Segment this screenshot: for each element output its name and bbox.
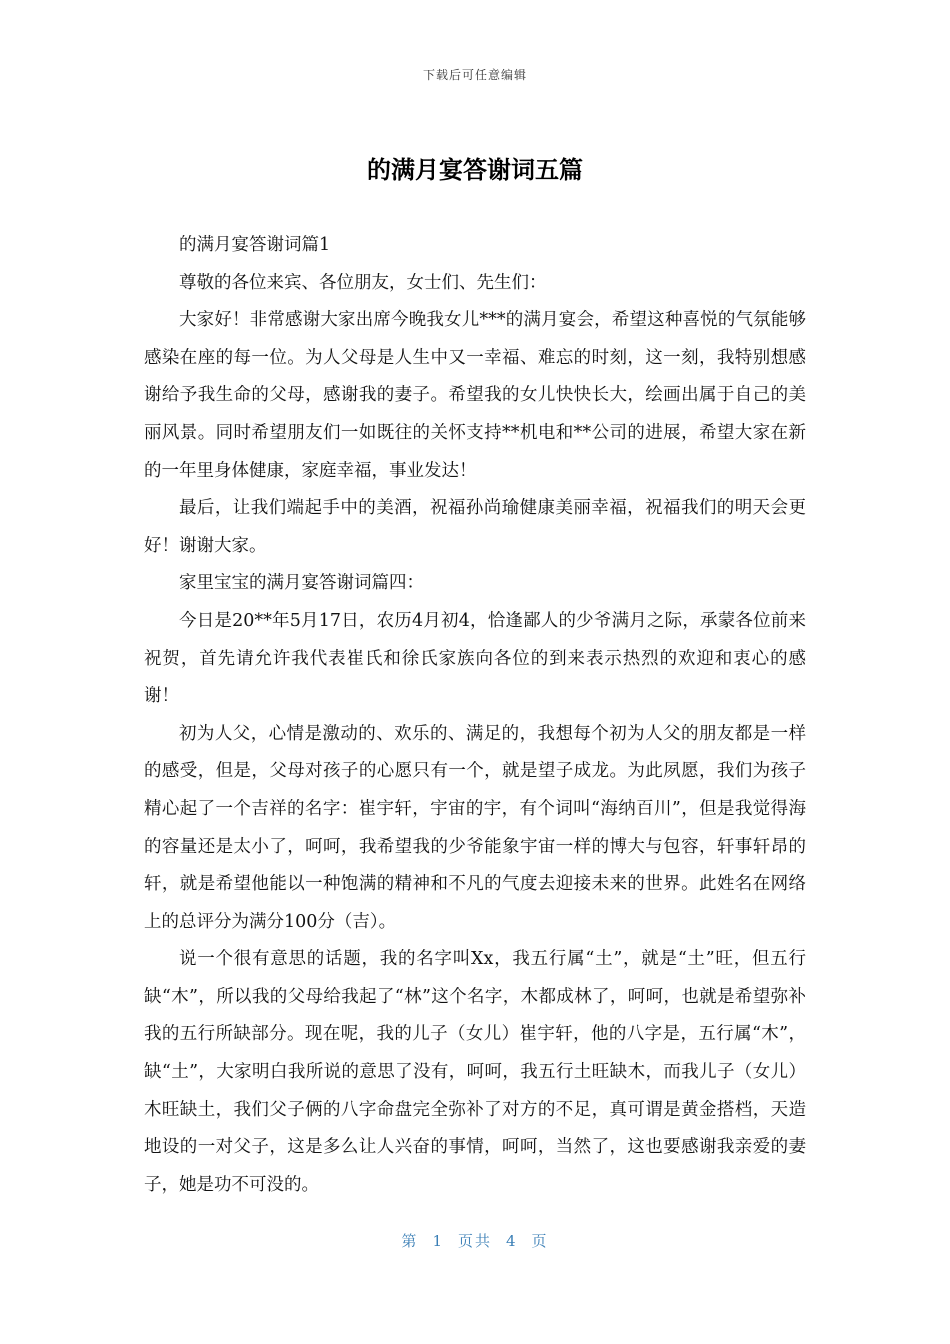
paragraph-section-heading-4: 家里宝宝的满月宴答谢词篇四： [179,573,424,594]
paragraph-salutation: 尊敬的各位来宾、各位朋友，女士们、先生们： [179,272,547,293]
paragraph-date-welcome: 今日是20**年5月17日，农历4月初4，恰逢鄙人的少爷满月之际，承蒙各位前来祝贺，首先请允许我代表崔氏和徐氏家族向各位的到来表示热烈的欢迎和衷心的感谢！ [144,610,806,707]
footer-page-middle: 页共 [457,1232,492,1250]
page-footer [0,1230,950,1251]
paragraph-toast: 最后，让我们端起手中的美酒，祝福孙尚瑜健康美丽幸福，祝福我们的明天会更好！谢谢大家。 [144,498,806,556]
header-note: 下载后可任意编辑 [422,68,527,82]
paragraph-naming: 初为人父，心情是激动的、欢乐的、满足的，我想每个初为人父的朋友都是一样的感受，但是，父母对孩子的心愿只有一个，就是望子成龙。为此夙愿，我们为孩子精心起了一个吉祥的名字：崔宇轩，宇宙的宇，有个词叫“海纳百川”，但是我觉得海的容量还是太小了，呵呵，我希望我的少爷能象宇宙一样的博大与包容，轩事轩昂的轩，就是希望他能以一种饱满的精神和不凡的气度去迎接未来的世界。此姓名在网络上的总评分为满分100分（吉）。 [144,723,806,932]
document-body [144,227,806,1204]
footer-page-prefix: 第 [401,1232,419,1250]
footer-page-suffix: 页 [531,1232,549,1250]
paragraph-section-heading-1: 的满月宴答谢词篇1 [179,235,331,255]
document-title: 的满月宴答谢词五篇 [367,156,583,184]
footer-total-pages: 4 [506,1232,518,1250]
footer-current-page: 1 [432,1232,444,1250]
paragraph-five-elements: 说一个很有意思的话题，我的名字叫Xx，我五行属“土”，就是“土”旺，但五行缺“木”，所以我的父母给我起了“林”这个名字，木都成林了，呵呵，也就是希望弥补我的五行所缺部分。现在呢，我的儿子（女儿）崔宇轩，他的八字是，五行属“木”，缺“土”，大家明白我所说的意思了没有，呵呵，我五行土旺缺木，而我儿子（女儿）木旺缺土，我们父子俩的八字命盘完全弥补了对方的不足，真可谓是黄金搭档，天造地设的一对父子，这是多么让人兴奋的事情，呵呵，当然了，这也要感谢我亲爱的妻子，她是功不可没的。 [144,949,806,1195]
paragraph-greeting: 大家好！非常感谢大家出席今晚我女儿***的满月宴会，希望这种喜悦的气氛能够感染在座的每一位。为人父母是人生中又一幸福、难忘的时刻，这一刻，我特别想感谢给予我生命的父母，感谢我的妻子。希望我的女儿快快长大，绘画出属于自己的美丽风景。同时希望朋友们一如既往的关怀支持**机电和**公司的进展，希望大家在新的一年里身体健康，家庭幸福，事业发达！ [144,310,806,481]
